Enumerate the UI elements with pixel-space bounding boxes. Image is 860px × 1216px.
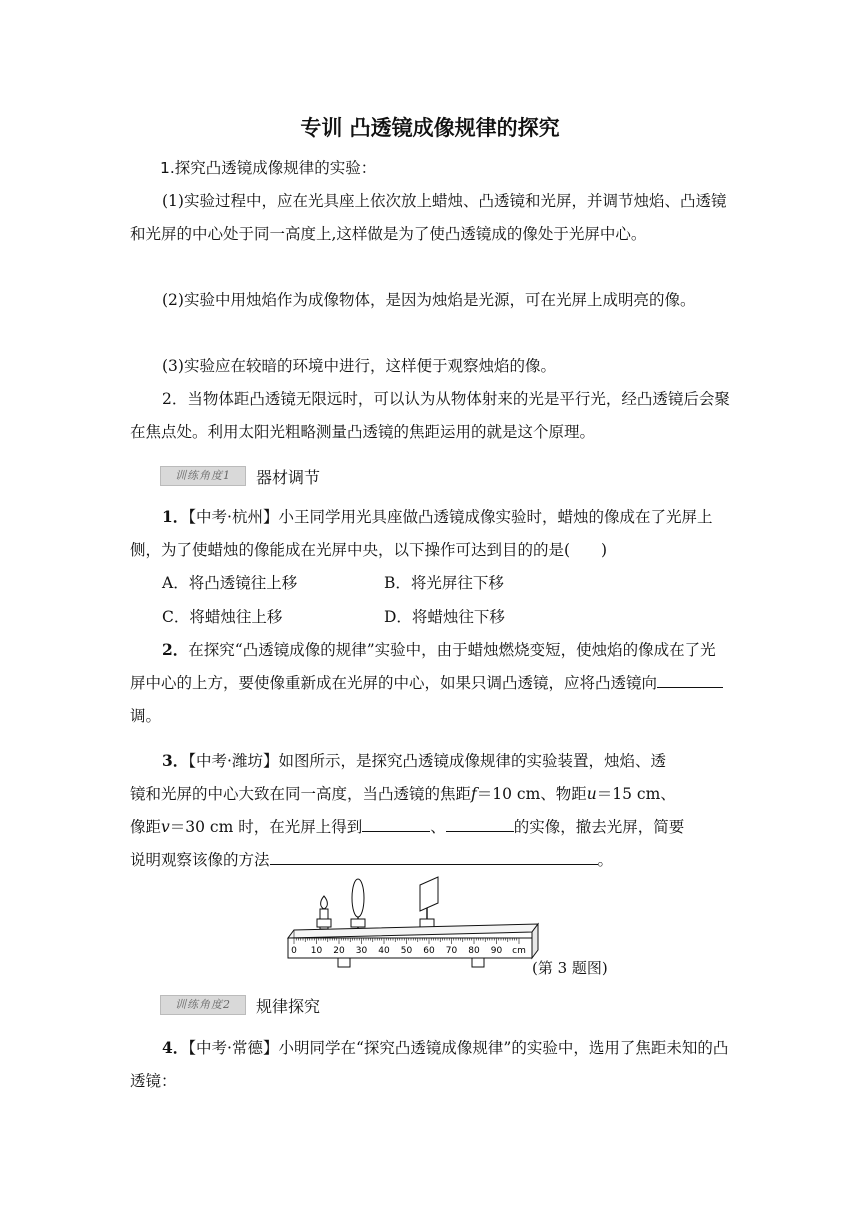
page-title: 专训 凸透镜成像规律的探究	[300, 116, 560, 140]
question-source: 【中考·常德】	[188, 1039, 279, 1057]
question-4	[130, 1031, 730, 1098]
section-header-1	[160, 464, 320, 488]
intro-heading: 1.探究凸透镜成像规律的实验：	[160, 159, 377, 177]
ruler-tick-label: 0	[291, 946, 297, 956]
ruler-tick-label: cm	[512, 946, 526, 956]
intro-point-1: (1)实验过程中，应在光具座上依次放上蜡烛、凸透镜和光屏，并调节烛焰、凸透镜和光屏的中心处于同一高度上,这样做是为了使凸透镜成的像处于光屏中心。	[130, 192, 727, 243]
ruler-tick-label: 70	[445, 946, 458, 956]
image-distance-symbol: v	[161, 818, 170, 836]
question-text: 像距	[130, 818, 162, 836]
question-text: ＝15 cm、	[596, 785, 676, 803]
intro-point-4: 2．当物体距凸透镜无限远时，可以认为从物体射来的光是平行光，经凸透镜后会聚在焦点处。利用太阳光粗略测量凸透镜的焦距运用的就是这个原理。	[130, 390, 730, 441]
question-text: 如图所示，是探究凸透镜成像规律的实验装置，烛焰、透	[278, 752, 666, 770]
question-source: 【中考·杭州】	[188, 508, 279, 526]
answer-blank[interactable]	[657, 673, 723, 688]
question-3	[130, 744, 730, 877]
ruler-tick-label: 50	[400, 946, 413, 956]
question-1	[130, 500, 730, 567]
answer-blank[interactable]	[270, 850, 598, 865]
ruler-tick-label: 30	[355, 946, 368, 956]
answer-blank[interactable]	[362, 817, 430, 832]
object-distance-symbol: u	[586, 785, 597, 803]
question-2	[130, 633, 730, 733]
intro-point-3: (3)实验应在较暗的环境中进行，这样便于观察烛焰的像。	[162, 357, 556, 375]
section-badge: 训练角度1	[160, 466, 246, 486]
ruler-tick-label: 20	[333, 946, 345, 956]
light-screen	[420, 877, 438, 934]
question-number: 4．	[162, 1038, 189, 1057]
intro-point-2: (2)实验中用烛焰作为成像物体，是因为烛焰是光源，可在光屏上成明亮的像。	[162, 291, 696, 309]
question-text: 的实像，撤去光屏，简要	[513, 818, 685, 836]
ruler-tick-label: 40	[378, 946, 390, 956]
question-text: 。	[597, 851, 614, 869]
ruler-tick-label: 90	[490, 946, 503, 956]
ruler-tick-label: 60	[423, 946, 435, 956]
section-label: 规律探究	[256, 996, 321, 1016]
option-c: C．将蜡烛往上移	[162, 608, 283, 626]
question-text: 在探究“凸透镜成像的规律”实验中，由于蜡烛燃烧变短，使烛焰的像成在了光屏中心的上方，要使像重新成在光屏的中心，如果只调凸透镜，应将凸透镜向	[130, 641, 716, 692]
question-text: 镜和光屏的中心大致在同一高度，当凸透镜的焦距	[130, 785, 472, 803]
option-d: D．将蜡烛往下移	[384, 608, 505, 626]
question-text: 说明观察该像的方法	[130, 851, 270, 869]
figure-caption: (第 3 题图)	[532, 959, 608, 977]
convex-lens	[351, 879, 365, 936]
section-header-2	[160, 993, 320, 1017]
question-number: 1．	[162, 507, 189, 526]
question-text: ＝10 cm、物距	[476, 785, 587, 803]
section-badge: 训练角度2	[160, 995, 246, 1015]
option-a: A．将凸透镜往上移	[162, 574, 298, 592]
question-text: 小明同学在“探究凸透镜成像规律”的实验中，选用了焦距未知的凸透镜：	[130, 1039, 729, 1090]
option-b: B．将光屏往下移	[384, 574, 504, 592]
question-text: ＝30 cm 时，在光屏上得到	[169, 818, 363, 836]
answer-blank[interactable]	[446, 817, 514, 832]
question-text: 小王同学用光具座做凸透镜成像实验时，蜡烛的像成在了光屏上侧，为了使蜡烛的像能成在光屏中央，以下操作可达到目的的是( )	[130, 508, 713, 559]
question-source: 【中考·潍坊】	[188, 752, 279, 770]
ruler-tick-label: 80	[468, 946, 480, 956]
section-label: 器材调节	[256, 467, 321, 487]
ruler-tick-label: 10	[310, 946, 323, 956]
focal-length-symbol: f	[471, 785, 477, 803]
question-text: 、	[430, 818, 446, 836]
question-number: 2．	[162, 640, 189, 659]
question-text-end: 调。	[130, 707, 162, 725]
question-number: 3．	[162, 751, 189, 770]
